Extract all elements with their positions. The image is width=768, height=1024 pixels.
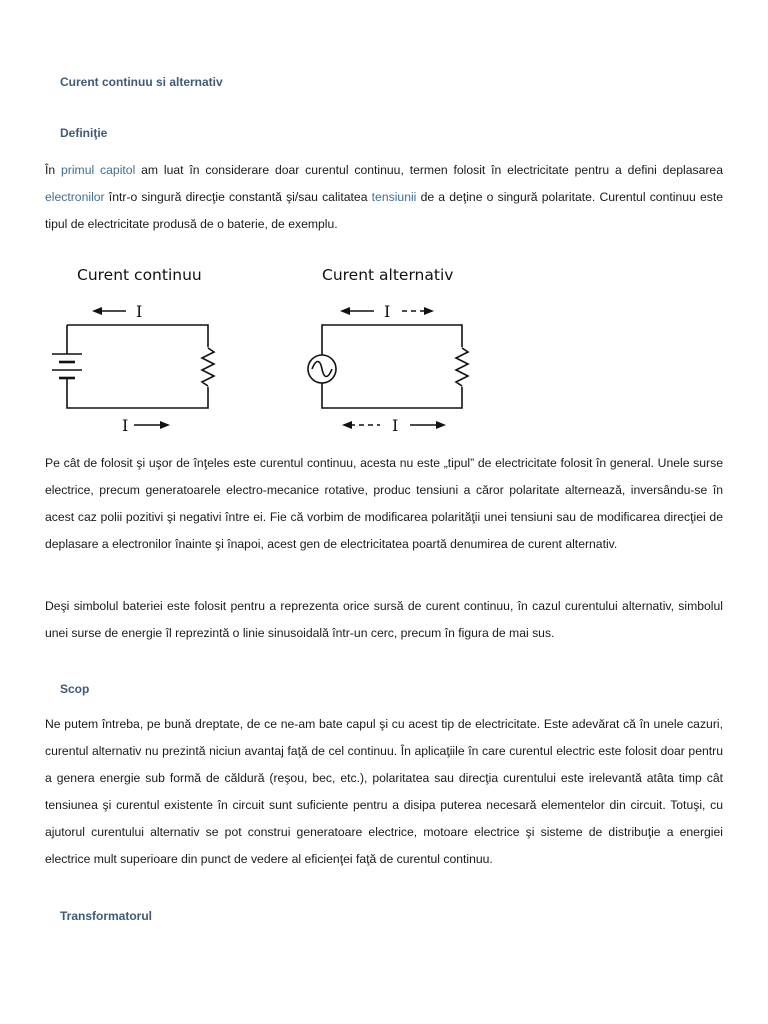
ac-arrow-right-solid-icon bbox=[436, 421, 446, 429]
dc-arrow-left-icon bbox=[92, 307, 102, 315]
link-tensiunii[interactable]: tensiunii bbox=[371, 190, 417, 204]
ac-arrow-left-dashed-icon bbox=[342, 421, 352, 429]
ac-arrow-left-solid-icon bbox=[340, 307, 350, 315]
section-heading-scop: Scop bbox=[60, 682, 90, 696]
ac-arrow-right-dashed-icon bbox=[424, 307, 434, 315]
para1-text-pre: În bbox=[45, 163, 62, 177]
figure-title-dc: Curent continuu bbox=[77, 266, 202, 284]
section-heading-definitie: Definiţie bbox=[60, 126, 108, 140]
dc-arrow-right-icon bbox=[160, 421, 170, 429]
circuit-diagram-figure bbox=[30, 258, 490, 443]
dc-current-label-bottom: I bbox=[122, 416, 129, 435]
ac-current-label-top: I bbox=[384, 302, 391, 321]
paragraph-scop: Ne putem întreba, pe bună dreptate, de ce ne-am bate capul şi cu acest tip de electricitate. Este adevărat că în unele cazuri, curentul alternativ nu prezintă niciun avantaj faţă de cel continuu. În aplicaţiile în care curentul electric este folosit doar pentru a genera energie sub formă de căldură (reşou, bec, etc.), polaritatea sau direcţia curentului este irelevantă atâta timp cât tensiunea şi curentul existente în circuit sunt suficiente pentru a disipa puterea necesară elementelor din circuit. Totuşi, cu ajutorul curentului alternativ se pot construi generatoare electrice, motoare electrice şi sisteme de distribuţie a energiei electrice mult superioare din punct de vedere al eficienţei faţă de curentul continuu. bbox=[45, 717, 723, 866]
ac-current-label-bottom: I bbox=[392, 416, 399, 435]
paragraph-alternating-intro: Pe cât de folosit şi uşor de înţeles este curentul continuu, acesta nu este „tipul” de electricitate folosit în general. Unele surse electrice, precum generatoarele electro-mecanice rotative, produc tensiuni a căror polaritate alternează, inversându-se în acest caz polii pozitivi şi negativi între ei. Fie că vorbim de modificarea polarităţii unei tensiuni sau de modificarea direcţiei de deplasare a electronilor înainte şi înapoi, acest gen de electricitatea poartă denumirea de curent alternativ. bbox=[45, 456, 723, 551]
paragraph-ac-symbol: Deşi simbolul bateriei este folosit pentru a reprezenta orice sursă de curent continuu, în cazul curentului alternativ, simbolul unei surse de energie îl reprezintă o linie sinusoidală într-un cerc, precum în figura de mai sus. bbox=[45, 599, 723, 640]
para1-text-mid2: într-o singură direcţie constantă şi/sau calitatea bbox=[104, 190, 372, 204]
paragraph-definition bbox=[45, 157, 723, 238]
page-title: Curent continuu si alternativ bbox=[60, 75, 223, 89]
dc-current-label-top: I bbox=[136, 302, 143, 321]
sine-wave-icon bbox=[312, 362, 332, 377]
figure-title-ac: Curent alternativ bbox=[322, 266, 454, 284]
para1-text-post: de a deţine o singură polaritate. Curentul continuu este tipul de electricitate produsă de o baterie, de exemplu. bbox=[45, 190, 723, 231]
link-primul-capitol[interactable]: primul capitol bbox=[61, 163, 136, 177]
link-electronilor[interactable]: electronilor bbox=[45, 190, 105, 204]
dc-circuit bbox=[52, 302, 216, 435]
section-heading-transformatorul: Transformatorul bbox=[60, 909, 153, 923]
ac-circuit bbox=[308, 302, 470, 435]
para1-text-mid1: am luat în considerare doar curentul continuu, termen folosit în electricitate pentru a defini deplasarea bbox=[135, 163, 723, 177]
